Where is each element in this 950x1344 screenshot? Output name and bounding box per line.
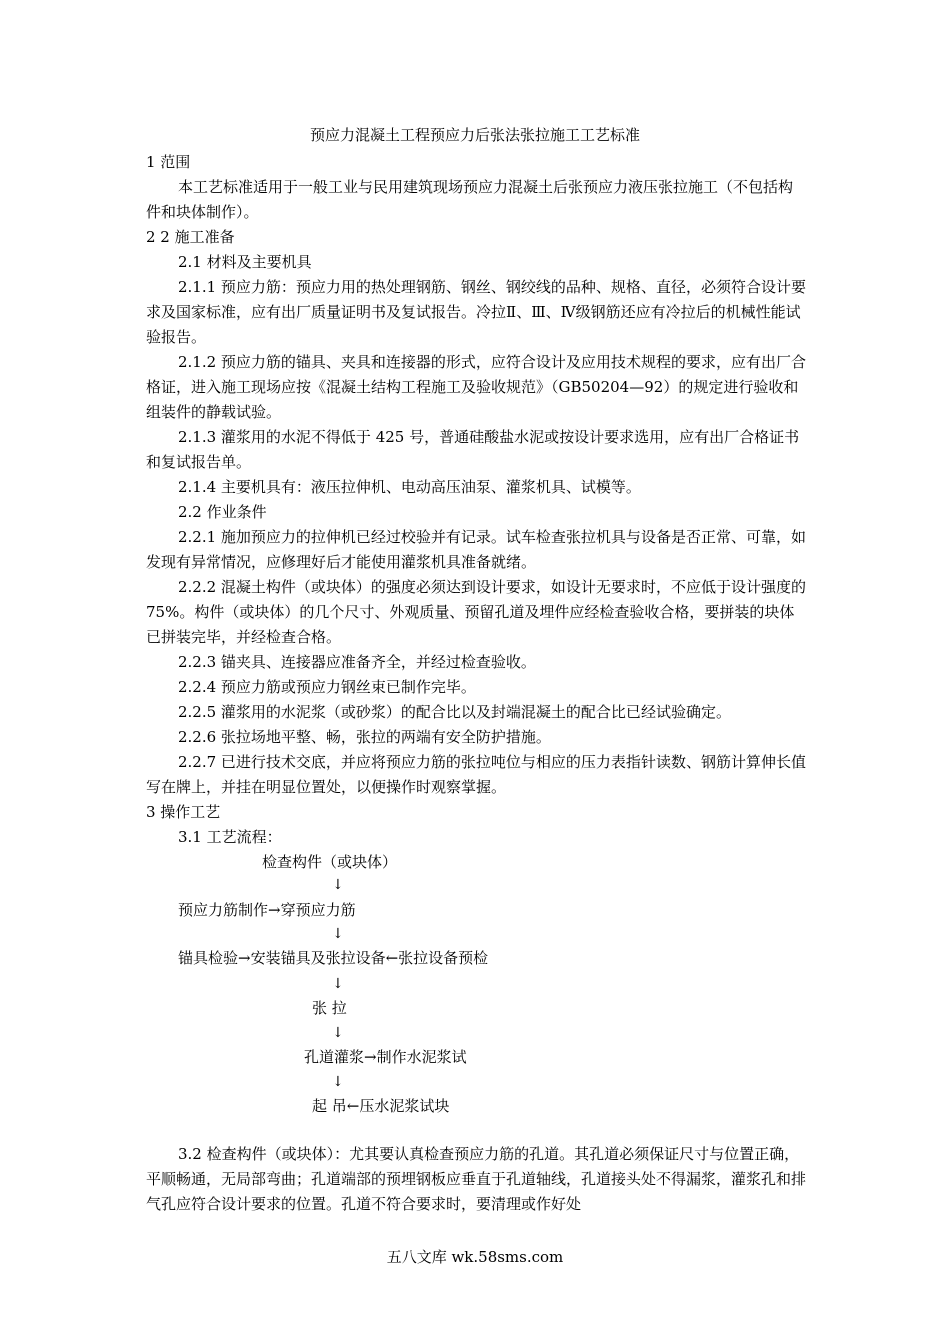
flow-step-grout: 孔道灌浆→制作水泥浆试 — [304, 1048, 467, 1066]
paragraph: 2.2.4 预应力筋或预应力钢丝束已制作完毕。 — [178, 678, 476, 696]
paragraph: 2.2.5 灌浆用的水泥浆（或砂浆）的配合比以及封端混凝土的配合比已经试验确定。 — [178, 703, 731, 721]
subsection-heading: 2.2 作业条件 — [178, 503, 267, 521]
flow-step-tension: 张 拉 — [312, 999, 347, 1017]
section-heading: 3 操作工艺 — [146, 803, 221, 821]
down-arrow-icon: ↓ — [332, 877, 344, 893]
process-flowchart — [146, 850, 806, 1142]
paragraph: 2.2.3 锚夹具、连接器应准备齐全，并经过检查验收。 — [178, 653, 536, 671]
flow-step-anchor: 锚具检验→安装锚具及张拉设备←张拉设备预检 — [178, 949, 489, 967]
paragraph: 2.2.1 施加预应力的拉伸机已经过校验并有记录。试车检查张拉机具与设备是否正常、可靠，如发现有异常情况，应修理好后才能使用灌浆机具准备就绪。 — [146, 528, 806, 571]
document-body — [146, 150, 806, 1217]
flow-step-tendon: 预应力筋制作→穿预应力筋 — [178, 901, 356, 919]
flow-step-lift: 起 吊←压水泥浆试块 — [312, 1097, 450, 1115]
section-heading: 1 范围 — [146, 153, 191, 171]
paragraph: 3.2 检查构件（或块体）：尤其要认真检查预应力筋的孔道。其孔道必须保证尺寸与位置正确，平顺畅通，无局部弯曲；孔道端部的预埋钢板应垂直于孔道轴线，孔道接头处不得漏浆，灌浆孔和排气孔应符合设计要求的位置。孔道不符合要求时，要清理或作好处 — [146, 1145, 807, 1213]
down-arrow-icon: ↓ — [332, 926, 344, 942]
paragraph: 2.2.6 张拉场地平整、畅，张拉的两端有安全防护措施。 — [178, 728, 551, 746]
down-arrow-icon: ↓ — [332, 976, 344, 992]
paragraph: 2.1.1 预应力筋：预应力用的热处理钢筋、钢丝、钢绞线的品种、规格、直径，必须符合设计要求及国家标准，应有出厂质量证明书及复试报告。冷拉Ⅱ、Ⅲ、Ⅳ级钢筋还应有冷拉后的机械性能试验报告。 — [146, 278, 806, 346]
paragraph: 2.2.2 混凝土构件（或块体）的强度必须达到设计要求，如设计无要求时，不应低于设计强度的 75%。构件（或块体）的几个尺寸、外观质量、预留孔道及埋件应经检查验收合格，要拼装的块体已拼装完毕，并经检查合格。 — [146, 578, 806, 646]
paragraph: 本工艺标准适用于一般工业与民用建筑现场预应力混凝土后张预应力液压张拉施工（不包括构件和块体制作）。 — [146, 178, 794, 221]
down-arrow-icon: ↓ — [332, 1025, 344, 1041]
paragraph: 2.1.2 预应力筋的锚具、夹具和连接器的形式，应符合设计及应用技术规程的要求，应有出厂合格证，进入施工现场应按《混凝土结构工程施工及验收规范》（GB50204—92）的规定进行验收和组装件的静载试验。 — [146, 353, 806, 421]
paragraph: 2.1.4 主要机具有：液压拉伸机、电动高压油泵、灌浆机具、试模等。 — [178, 478, 641, 496]
paragraph: 2.1.3 灌浆用的水泥不得低于 425 号，普通硅酸盐水泥或按设计要求选用，应有出厂合格证书和复试报告单。 — [146, 428, 800, 471]
footer-watermark: 五八文库 wk.58sms.com — [386, 1248, 564, 1266]
paragraph: 2.2.7 已进行技术交底，并应将预应力筋的张拉吨位与相应的压力表指针读数、钢筋计算伸长值写在牌上，并挂在明显位置处，以便操作时观察掌握。 — [146, 753, 806, 796]
document-title: 预应力混凝土工程预应力后张法张拉施工工艺标准 — [309, 126, 640, 144]
flow-step-inspect: 检查构件（或块体） — [262, 853, 398, 871]
subsection-heading: 3.1 工艺流程： — [178, 828, 282, 846]
section-heading: 2 2 施工准备 — [146, 228, 235, 246]
down-arrow-icon: ↓ — [332, 1074, 344, 1090]
subsection-heading: 2.1 材料及主要机具 — [178, 253, 312, 271]
